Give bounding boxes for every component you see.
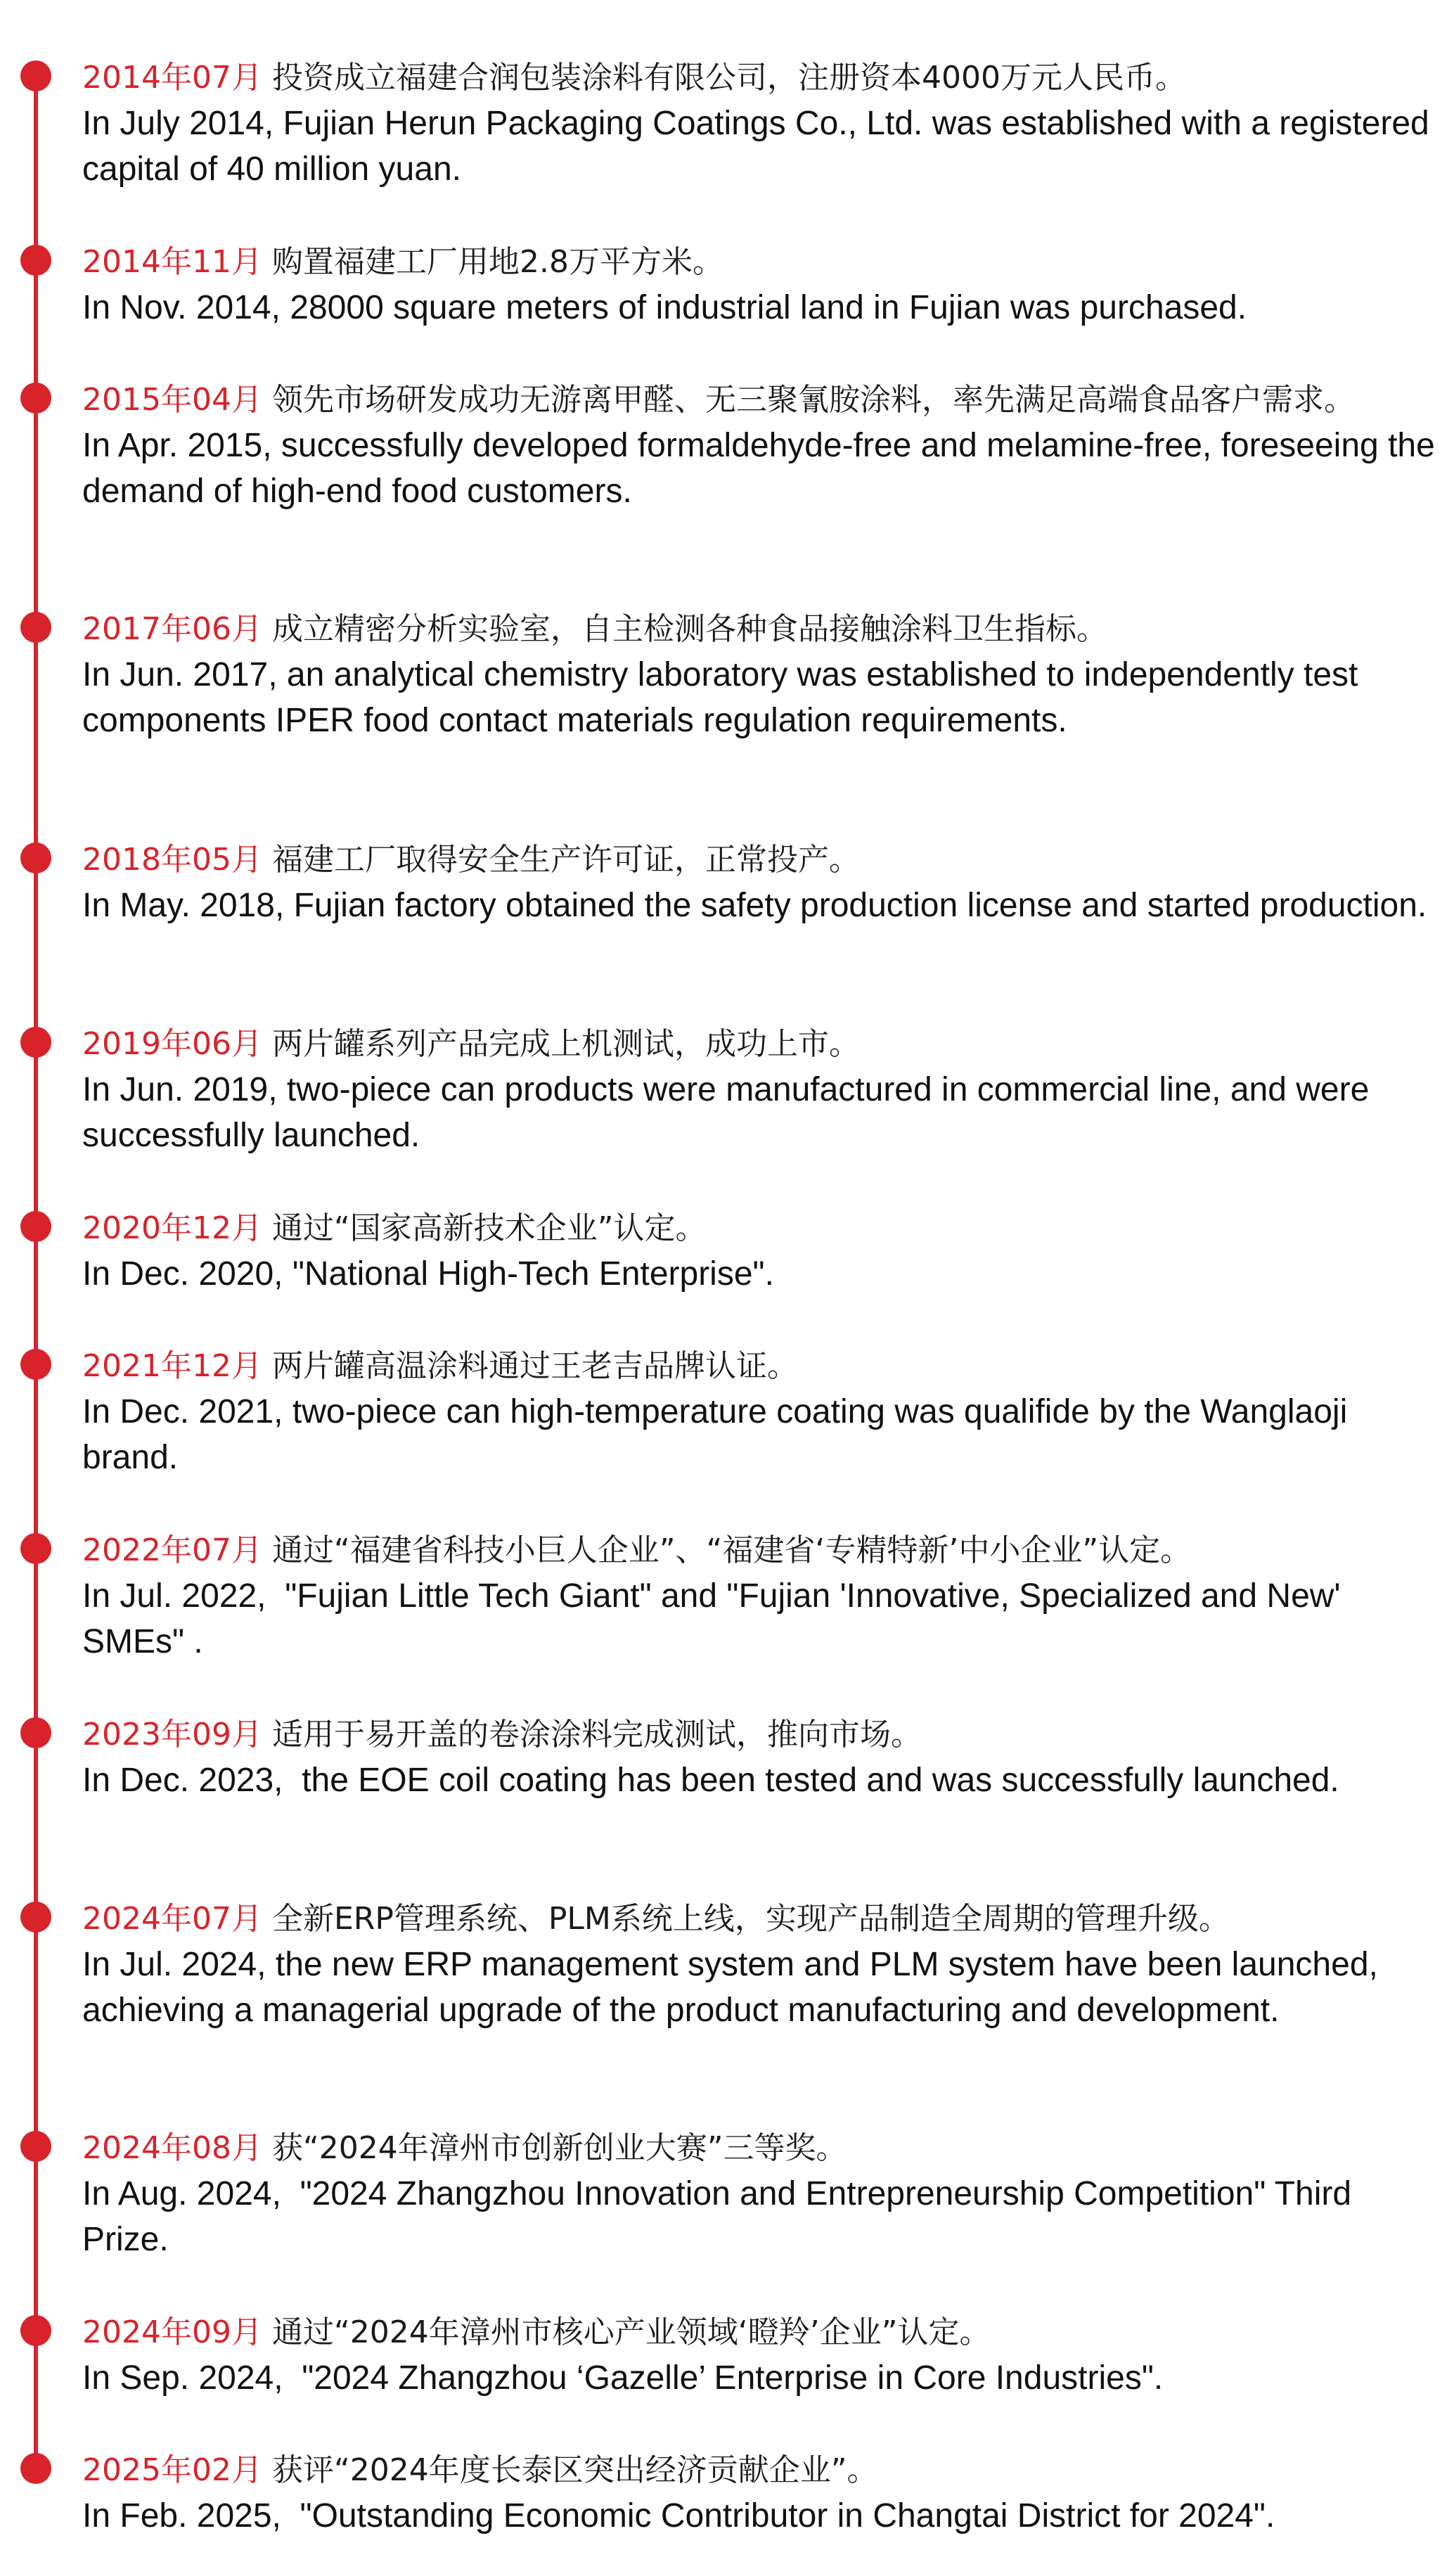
timeline-dot [20,2315,51,2346]
timeline-entry-text [82,1021,1443,1158]
english-description: In Jul. 2024, the new ERP management system and PLM system have been launched, achieving a managerial upgrade of the product manufacturing and development. [82,1946,1388,2029]
chinese-description [82,1896,1443,1942]
chinese-description [82,1712,1443,1757]
timeline-dot [20,1533,51,1564]
english-description: In Apr. 2015, successfully developed formaldehyde-free and melamine-free, foreseeing the demand of high-end food customers. [82,427,1445,510]
english-description: In Dec. 2023, the EOE coil coating has been tested and was successfully launched. [82,1762,1339,1799]
chinese-description [82,1021,1443,1067]
chinese-text: 两片罐系列产品完成上机测试，成功上市。 [271,1026,860,1062]
timeline-entry-text [82,1527,1443,1665]
timeline-dot [20,245,51,276]
timeline-dot [20,842,51,873]
chinese-description [82,606,1443,652]
timeline-entry-text [82,2309,1443,2401]
chinese-description [82,2447,1443,2493]
timeline-dot [20,2453,51,2484]
chinese-description [82,239,1443,285]
english-description: In Jun. 2017, an analytical chemistry laboratory was established to independently test components IPER food contact materials regulation requirements. [82,656,1368,739]
milestone-date: 2018年05月 [82,842,262,878]
timeline-dot [20,1349,51,1380]
english-description: In Aug. 2024, "2024 Zhangzhou Innovation and Entrepreneurship Competition" Third Prize. [82,2175,1361,2258]
milestone-date: 2020年12月 [82,1210,262,1246]
chinese-description [82,2309,1443,2355]
chinese-text: 获“2024年漳州市创新创业大赛”三等奖。 [271,2130,847,2166]
chinese-text: 两片罐高温涂料通过王老吉品牌认证。 [271,1348,798,1384]
milestone-date: 2015年04月 [82,382,262,418]
milestone-date: 2025年02月 [82,2452,262,2488]
timeline-entry-text [82,239,1443,331]
timeline-dot [20,2131,51,2162]
chinese-text: 福建工厂取得安全生产许可证，正常投产。 [271,842,860,878]
chinese-text: 通过“福建省科技小巨人企业”、“福建省‘专精特新’中小企业”认定。 [271,1532,1192,1568]
milestone-date: 2024年08月 [82,2130,262,2166]
chinese-text: 获评“2024年度长泰区突出经济贡献企业”。 [271,2452,878,2488]
english-description: In Nov. 2014, 28000 square meters of industrial land in Fujian was purchased. [82,289,1247,326]
milestone-date: 2014年11月 [82,244,262,280]
milestone-date: 2017年06月 [82,611,262,647]
timeline-entry-text [82,606,1443,743]
timeline-dot [20,1902,51,1933]
chinese-description [82,2125,1443,2171]
timeline-entry-text [82,1343,1443,1480]
english-description: In Dec. 2020, "National High-Tech Enterprise". [82,1255,774,1293]
chinese-text: 通过“2024年漳州市核心产业领域‘瞪羚’企业”认定。 [271,2314,991,2350]
english-description: In Jun. 2019, two-piece can products were manufactured in commercial line, and were successfully launched. [82,1071,1379,1154]
chinese-description [82,55,1443,101]
chinese-text: 全新ERP管理系统、PLM系统上线，实现产品制造全周期的管理升级。 [271,1901,1230,1937]
english-description: In May. 2018, Fujian factory obtained the safety production license and started production. [82,887,1427,924]
timeline-entry-text [82,837,1443,928]
chinese-description [82,377,1443,423]
timeline-dot [20,383,51,414]
chinese-text: 领先市场研发成功无游离甲醛、无三聚氰胺涂料，率先满足高端食品客户需求。 [271,382,1355,418]
chinese-text: 通过“国家高新技术企业”认定。 [271,1210,707,1246]
english-description: In Dec. 2021, two-piece can high-temperature coating was qualifide by the Wanglaoji brand. [82,1393,1357,1476]
timeline-entry-text [82,377,1443,514]
timeline-entry-text [82,55,1443,192]
milestone-date: 2021年12月 [82,1348,262,1384]
timeline-dot [20,1027,51,1058]
timeline-entry-text [82,2125,1443,2262]
chinese-description [82,1343,1443,1389]
chinese-text: 适用于易开盖的卷涂涂料完成测试，推向市场。 [271,1717,922,1752]
chinese-text: 购置福建工厂用地2.8万平方米。 [271,244,723,280]
milestone-date: 2023年09月 [82,1717,262,1752]
english-description: In July 2014, Fujian Herun Packaging Coatings Co., Ltd. was established with a registered capital of 40 million yuan. [82,105,1439,188]
timeline-axis-line [34,77,38,2475]
chinese-text: 投资成立福建合润包装涂料有限公司，注册资本4000万元人民币。 [271,60,1186,96]
chinese-description [82,837,1443,883]
english-description: In Feb. 2025, "Outstanding Economic Contributor in Changtai District for 2024". [82,2497,1275,2535]
timeline-dot [20,612,51,643]
english-description: In Sep. 2024, "2024 Zhangzhou ‘Gazelle’ Enterprise in Core Industries". [82,2359,1164,2397]
milestone-date: 2019年06月 [82,1026,262,1062]
timeline-entry-text [82,1205,1443,1297]
chinese-description [82,1527,1443,1573]
milestone-date: 2014年07月 [82,60,262,96]
timeline-entry-text [82,2447,1443,2539]
timeline-dot [20,1717,51,1748]
timeline-entry-text [82,1896,1443,2033]
chinese-text: 成立精密分析实验室，自主检测各种食品接触涂料卫生指标。 [271,611,1107,647]
milestone-date: 2022年07月 [82,1532,262,1568]
timeline-dot [20,60,51,91]
milestone-date: 2024年07月 [82,1901,262,1937]
english-description: In Jul. 2022, "Fujian Little Tech Giant" and "Fujian 'Innovative, Specialized and New' SMEs" . [82,1577,1350,1660]
milestone-date: 2024年09月 [82,2314,262,2350]
timeline-entry-text [82,1712,1443,1803]
timeline-dot [20,1211,51,1242]
chinese-description [82,1205,1443,1251]
